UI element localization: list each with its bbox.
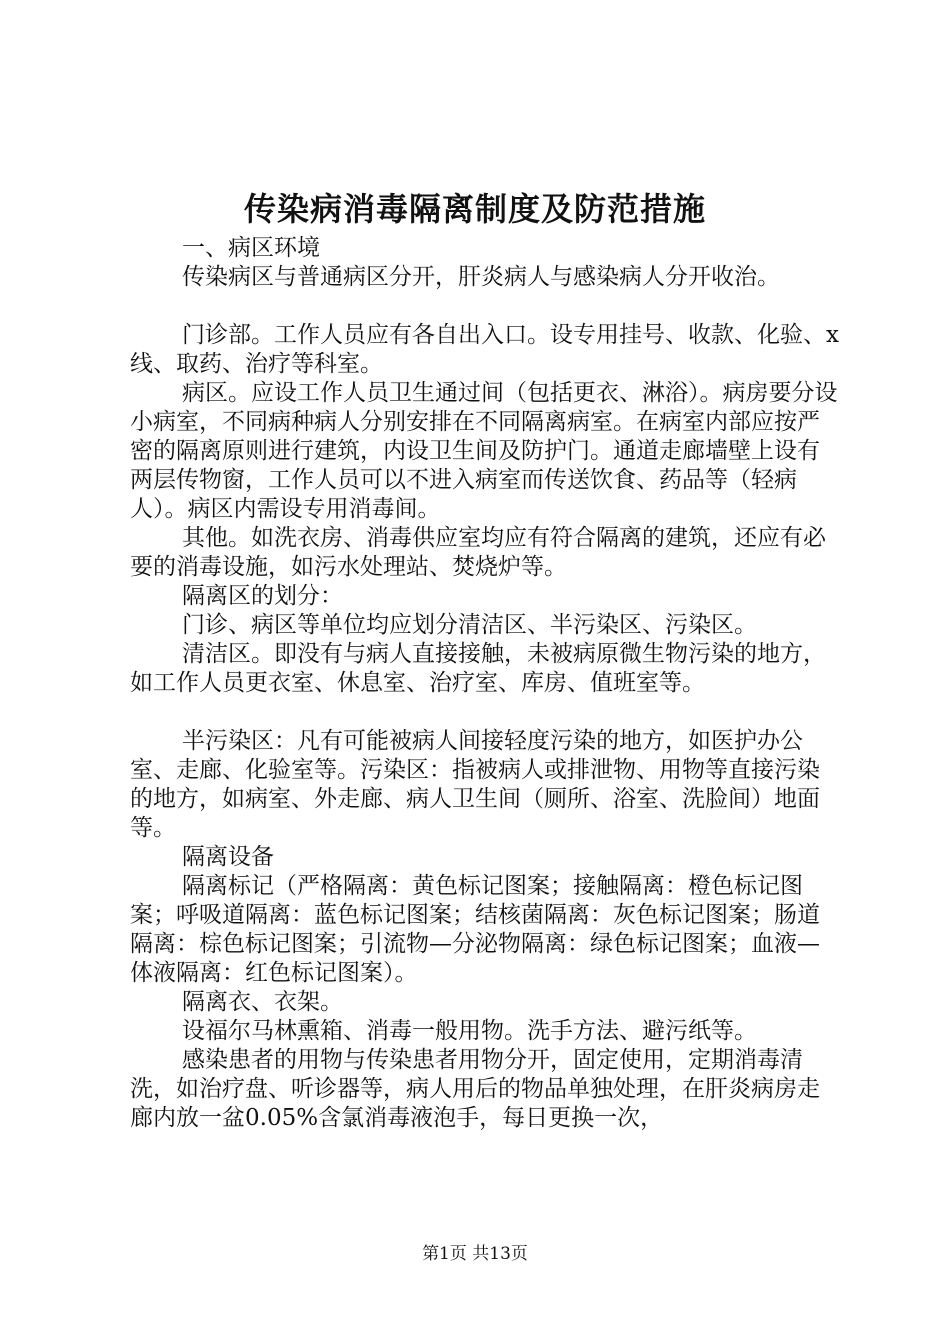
paragraph: 传染病区与普通病区分开，肝炎病人与感染病人分开收治。 [182, 264, 780, 290]
document-title: 传染病消毒隔离制度及防范措施 [243, 190, 706, 228]
section-heading-isolation-equipment: 隔离设备 [182, 844, 274, 870]
paragraph-spacer [130, 292, 840, 321]
paragraph: 病区。应设工作人员卫生通过间（包括更衣、淋浴）。病房要分设小病室，不同病种病人分别安排在不同隔离病室。在病室内部应按严密的隔离原则进行建筑，内设卫生间及防护门。通道走廊墙壁上设有两层传物窗，工作人员可以不进入病室而传送饮食、药品等（轻病人）。病区内需设专用消毒间。 [130, 380, 838, 522]
paragraph: 其他。如洗衣房、消毒供应室均应有符合隔离的建筑，还应有必要的消毒设施，如污水处理站、焚烧炉等。 [130, 525, 826, 580]
paragraph: 隔离衣、衣架。 [182, 989, 343, 1015]
section-heading-ward-environment: 一、病区环境 [182, 235, 320, 261]
document-body [130, 234, 840, 1133]
paragraph: 感染患者的用物与传染患者用物分开，固定使用，定期消毒清洗，如治疗盘、听诊器等，病人用后的物品单独处理，在肝炎病房走廊内放一盆0.05%含氯消毒液泡手，每日更换一次， [130, 1047, 820, 1131]
paragraph: 半污染区：凡有可能被病人间接轻度污染的地方，如医护办公室、走廊、化验室等。污染区：指被病人或排泄物、用物等直接污染的地方，如病室、外走廊、病人卫生间（厕所、浴室、洗脸间）地面等。 [130, 728, 820, 841]
paragraph-spacer [130, 698, 840, 727]
page-number: 第1页 共13页 [422, 1244, 528, 1264]
paragraph: 清洁区。即没有与病人直接接触，未被病原微生物污染的地方，如工作人员更衣室、休息室、治疗室、库房、值班室等。 [130, 641, 826, 696]
paragraph: 隔离标记（严格隔离：黄色标记图案；接触隔离：橙色标记图案；呼吸道隔离：蓝色标记图案；结核菌隔离：灰色标记图案；肠道隔离：棕色标记图案；引流物—分泌物隔离：绿色标记图案；血液—体液隔离：红色标记图案）。 [130, 873, 820, 986]
section-heading-zone-division: 隔离区的划分： [182, 583, 343, 609]
paragraph: 门诊、病区等单位均应划分清洁区、半污染区、污染区。 [182, 612, 757, 638]
paragraph: 设福尔马林熏箱、消毒一般用物。洗手方法、避污纸等。 [182, 1018, 757, 1044]
paragraph: 门诊部。工作人员应有各自出入口。设专用挂号、收款、化验、x线、取药、治疗等科室。 [130, 322, 839, 377]
